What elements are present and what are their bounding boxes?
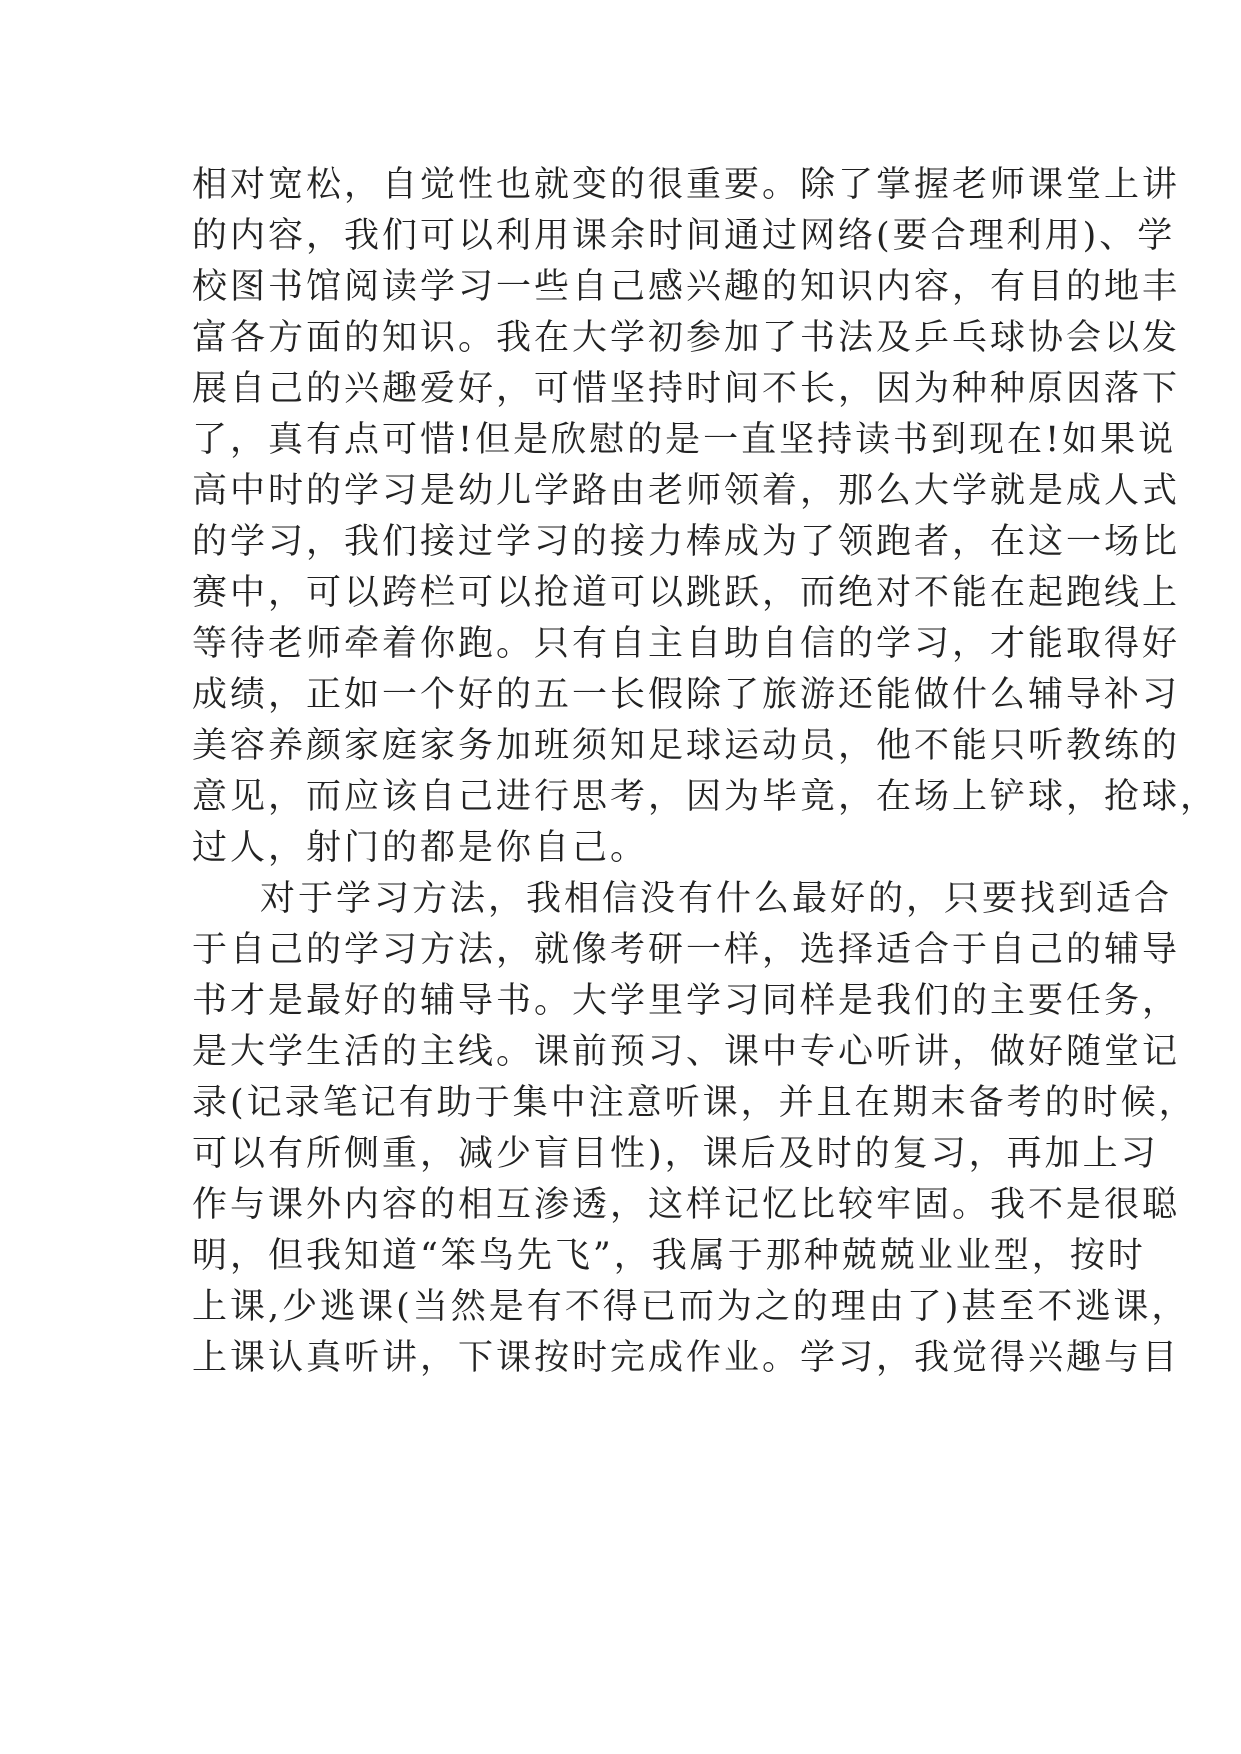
text-line: 的内容，我们可以利用课余时间通过网络(要合理利用)、学 [192, 216, 1176, 256]
text-line: 上课认真听讲，下课按时完成作业。学习，我觉得兴趣与目 [192, 1338, 1181, 1378]
text-line: 成绩，正如一个好的五一长假除了旅游还能做什么辅导补习 [192, 675, 1181, 715]
paragraph-1 [192, 160, 1219, 874]
text-line: 是大学生活的主线。课前预习、课中专心听讲，做好随堂记 [192, 1032, 1181, 1072]
text-line-indented: 对于学习方法，我相信没有什么最好的，只要找到适合 [260, 879, 1173, 919]
text-line: 展自己的兴趣爱好，可惜坚持时间不长，因为种种原因落下 [192, 369, 1181, 409]
document-body [192, 160, 1219, 1384]
text-line: 校图书馆阅读学习一些自己感兴趣的知识内容，有目的地丰 [192, 267, 1181, 307]
text-line: 美容养颜家庭家务加班须知足球运动员，他不能只听教练的 [192, 726, 1181, 766]
text-line: 可以有所侧重，减少盲目性)，课后及时的复习，再加上习 [192, 1134, 1159, 1174]
text-line: 的学习，我们接过学习的接力棒成为了领跑者，在这一场比 [192, 522, 1181, 562]
text-line: 于自己的学习方法，就像考研一样，选择适合于自己的辅导 [192, 930, 1181, 970]
text-line: 过人，射门的都是你自己。 [192, 828, 649, 868]
text-line: 富各方面的知识。我在大学初参加了书法及乒乓球协会以发 [192, 318, 1181, 358]
text-line: 相对宽松，自觉性也就变的很重要。除了掌握老师课堂上讲 [192, 165, 1181, 205]
text-line: 赛中，可以跨栏可以抢道可以跳跃，而绝对不能在起跑线上 [192, 573, 1181, 613]
text-line: 明，但我知道“笨鸟先飞”，我属于那种兢兢业业型，按时 [192, 1236, 1146, 1276]
text-line: 作与课外内容的相互渗透，这样记忆比较牢固。我不是很聪 [192, 1185, 1181, 1225]
text-line: 了，真有点可惜!但是欣慰的是一直坚持读书到现在!如果说 [192, 420, 1177, 460]
text-line: 上课,少逃课(当然是有不得已而为之的理由了)甚至不逃课， [192, 1287, 1190, 1327]
text-line: 等待老师牵着你跑。只有自主自助自信的学习，才能取得好 [192, 624, 1181, 664]
paragraph-2 [192, 874, 1197, 1384]
text-line: 录(记录笔记有助于集中注意听课，并且在期末备考的时候， [192, 1083, 1197, 1123]
text-line: 高中时的学习是幼儿学路由老师领着，那么大学就是成人式 [192, 471, 1181, 511]
text-line: 书才是最好的辅导书。大学里学习同样是我们的主要任务， [192, 981, 1181, 1021]
text-line: 意见，而应该自己进行思考，因为毕竟，在场上铲球，抢球， [192, 777, 1219, 817]
